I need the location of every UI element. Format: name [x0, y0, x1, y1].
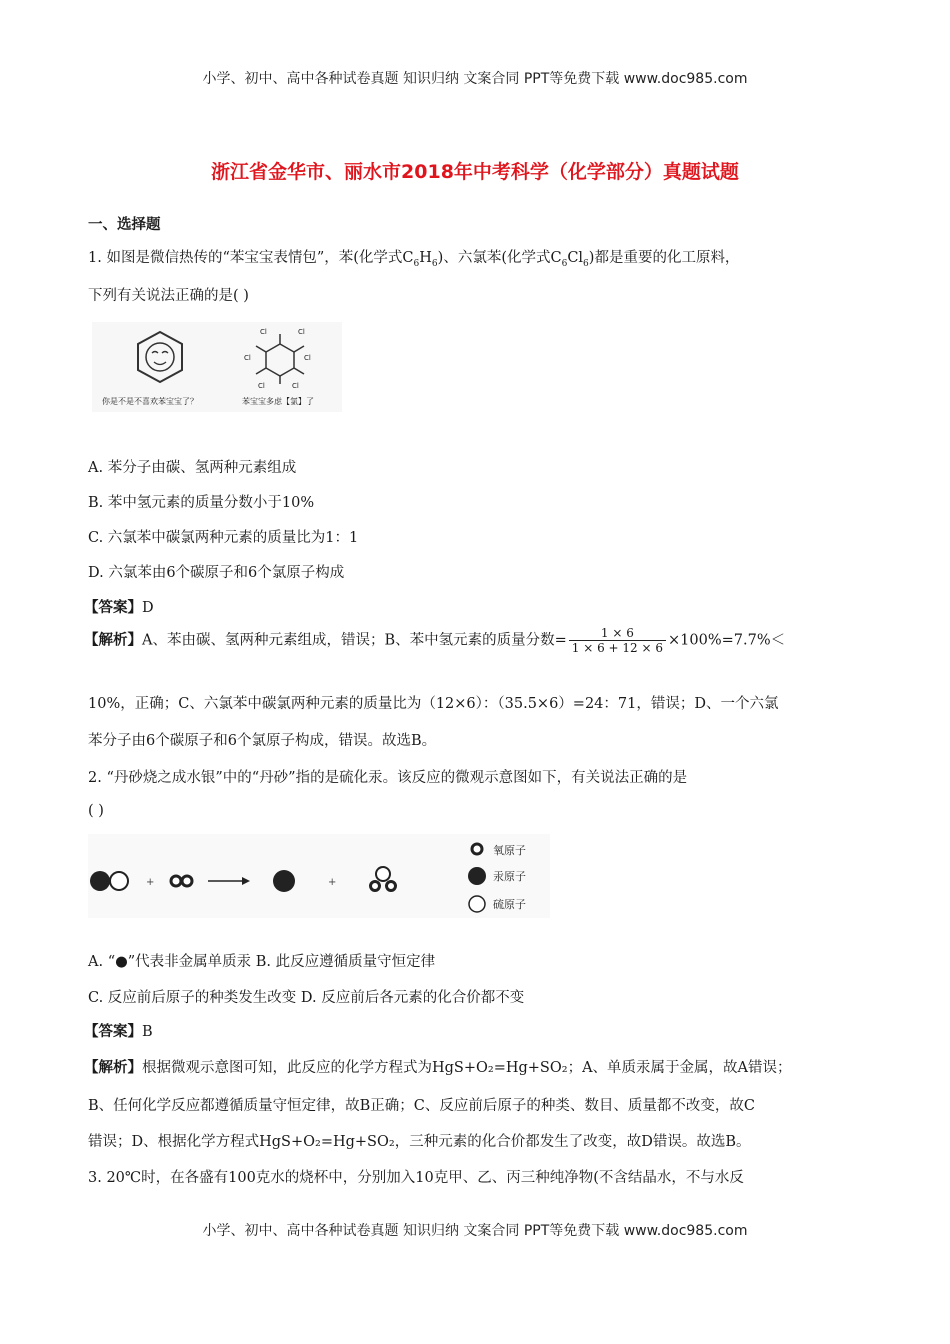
- q1-option-d: D. 六氯苯由6个碳原子和6个氯原子构成: [88, 565, 345, 581]
- legend-mercury-icon: [468, 867, 486, 885]
- fig-caption-right: 苯宝宝多虑【氯】了: [242, 397, 314, 406]
- legend-sulfur-icon: [469, 896, 485, 912]
- section-heading: 一、选择题: [88, 217, 161, 233]
- svg-text:+: +: [146, 877, 155, 888]
- mercury-product-icon: [273, 870, 295, 892]
- svg-text:Cl: Cl: [258, 382, 265, 390]
- svg-text:Cl: Cl: [304, 354, 311, 362]
- svg-text:汞原子: 汞原子: [493, 870, 526, 883]
- sulfur-atom-icon: [110, 872, 128, 890]
- legend-oxygen-icon: [472, 844, 482, 854]
- svg-text:Cl: Cl: [298, 328, 305, 336]
- q1-option-a: A. 苯分子由碳、氢两种元素组成: [88, 460, 297, 476]
- q1-analysis-line3: 苯分子由6个碳原子和6个氯原子构成，错误。故选B。: [88, 733, 437, 749]
- svg-text:+: +: [328, 877, 337, 888]
- benzene-meme-figure: [92, 322, 342, 412]
- q2-stem: 2. “丹砂烧之成水银”中的“丹砂”指的是硫化汞。该反应的微观示意图如下，有关说法正确的是: [88, 770, 688, 786]
- q1-analysis-line1: 【解析】A、苯由碳、氢两种元素组成，错误；B、苯中氢元素的质量分数= $\frac{1 \times 6}{1 \times 6 + 12 \times 6}$ ×100%=7.7%＜: [84, 626, 786, 655]
- mass-fraction: $\frac{1 \times 6}{1 \times 6 + 12 \times 6}$: [569, 626, 666, 655]
- q2-analysis-line3: 错误；D、根据化学方程式HgS+O₂=Hg+SO₂，三种元素的化合价都发生了改变，故D错误。故选B。: [88, 1134, 751, 1150]
- q2-analysis-line1: 【解析】根据微观示意图可知，此反应的化学方程式为HgS+O₂=Hg+SO₂；A、单质汞属于金属，故A错误；: [84, 1060, 792, 1076]
- q1-answer: 【答案】D: [84, 600, 154, 616]
- q3-stem: 3. 20℃时，在各盛有100克水的烧杯中，分别加入10克甲、乙、丙三种纯净物(不含结晶水，不与水反: [88, 1170, 744, 1186]
- page-title: 浙江省金华市、丽水市2018年中考科学（化学部分）真题试题: [211, 161, 739, 183]
- q1-stem: 1. 如图是微信热传的“苯宝宝表情包”，苯(化学式$C_6H_6$)、六氯苯(化学式$C_6Cl_6$)都是重要的化工原料，: [88, 250, 740, 269]
- page-footer: 小学、初中、高中各种试卷真题 知识归纳 文案合同 PPT等免费下载 www.doc985.com: [202, 1223, 748, 1239]
- svg-text:Cl: Cl: [292, 382, 299, 390]
- q1-analysis-line2: 10%，正确；C、六氯苯中碳氯两种元素的质量比为（12×6）：（35.5×6）=24：71，错误；D、一个六氯: [88, 696, 779, 712]
- mercury-atom-icon: [90, 871, 110, 891]
- q2-analysis-line2: B、任何化学反应都遵循质量守恒定律，故B正确；C、反应前后原子的种类、数目、质量都不改变，故C: [88, 1098, 755, 1114]
- q1-option-b: B. 苯中氢元素的质量分数小于10%: [88, 495, 315, 511]
- q2-options-cd: C. 反应前后原子的种类发生改变 D. 反应前后各元素的化合价都不变: [88, 990, 525, 1006]
- svg-text:Cl: Cl: [260, 328, 267, 336]
- page-header: 小学、初中、高中各种试卷真题 知识归纳 文案合同 PPT等免费下载 www.doc985.com: [202, 71, 748, 87]
- q1-option-c: C. 六氯苯中碳氯两种元素的质量比为1：1: [88, 530, 359, 546]
- svg-text:硫原子: 硫原子: [493, 898, 526, 911]
- q2-stem-line2: ( ): [88, 803, 104, 819]
- reaction-diagram: [88, 834, 550, 918]
- svg-text:Cl: Cl: [244, 354, 251, 362]
- svg-text:氧原子: 氧原子: [493, 844, 526, 857]
- q2-answer: 【答案】B: [84, 1024, 153, 1040]
- q1-stem-line2: 下列有关说法正确的是( ): [88, 288, 249, 304]
- q2-options-ab: A. “●”代表非金属单质汞 B. 此反应遵循质量守恒定律: [88, 954, 436, 970]
- fig-caption-left: 你是不是不喜欢苯宝宝了？: [102, 397, 198, 406]
